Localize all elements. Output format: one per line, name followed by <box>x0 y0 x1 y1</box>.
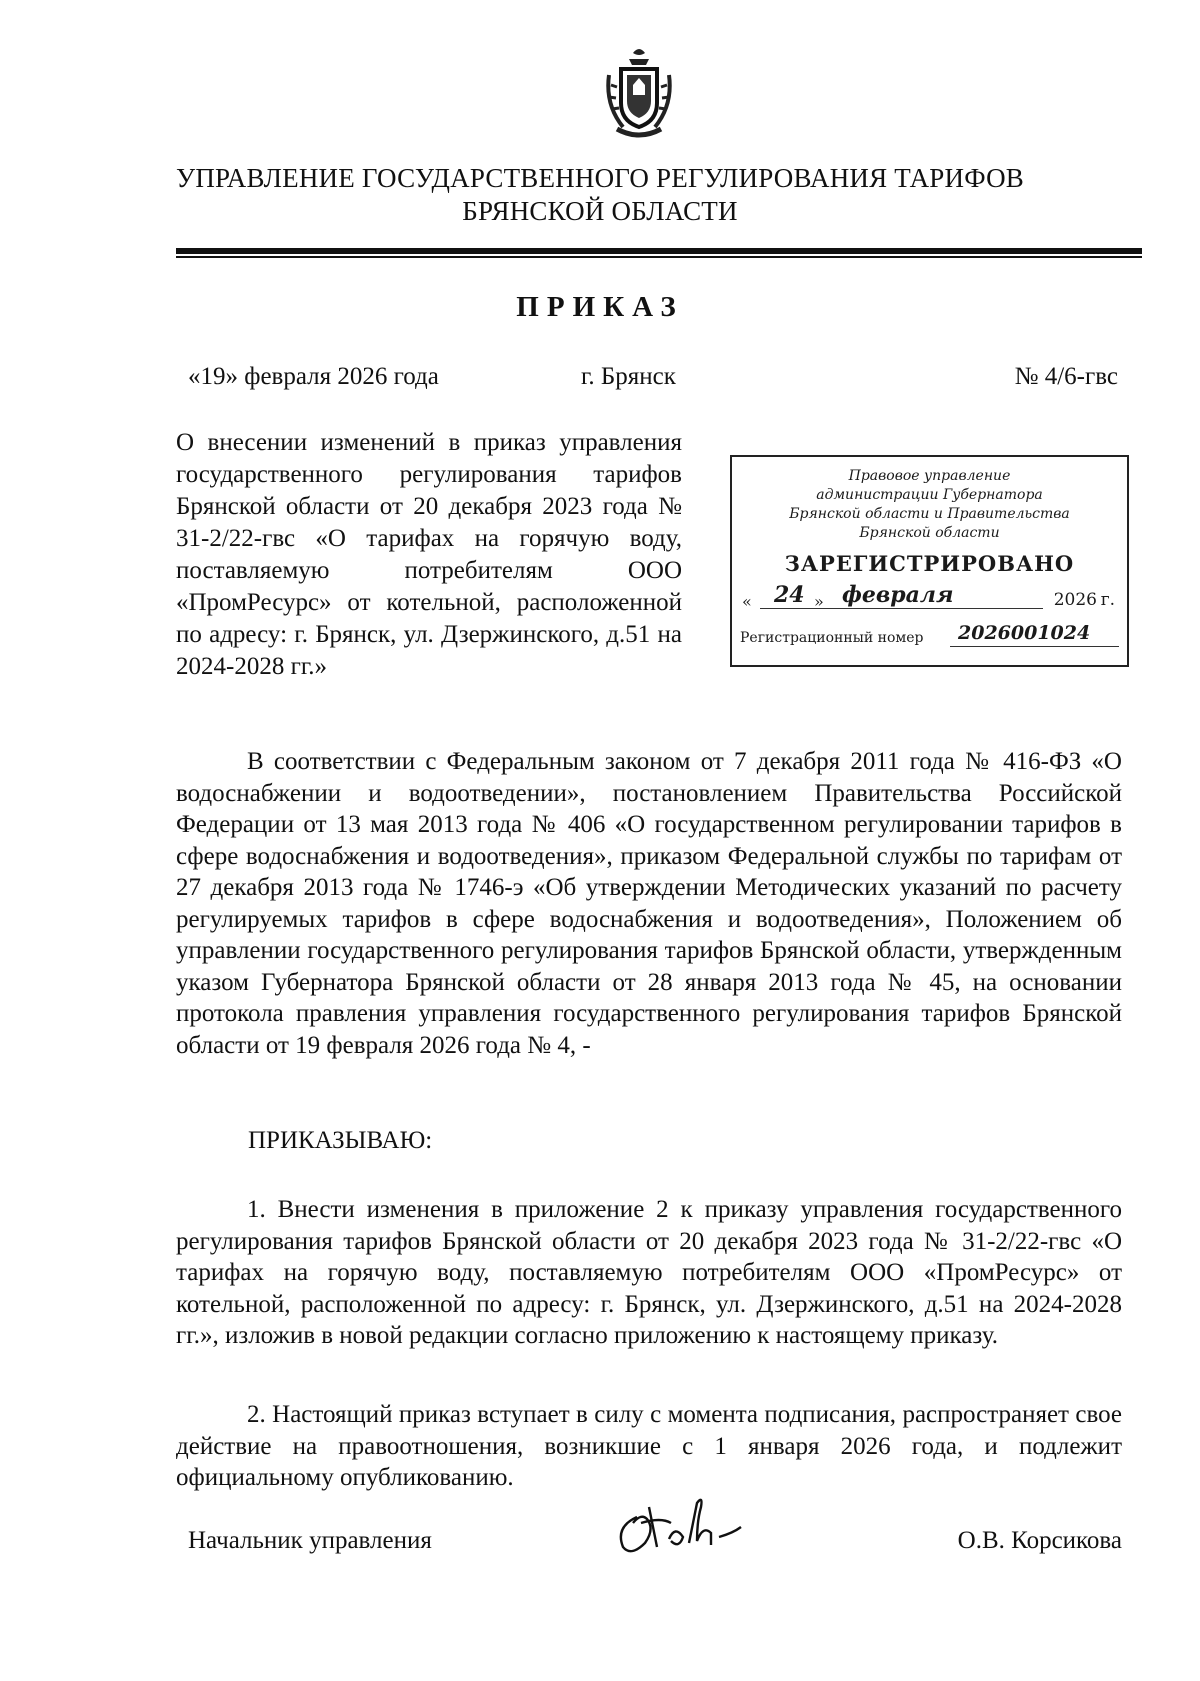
order-item-1: 1. Внести изменения в приложение 2 к приказу управления государственного регулирования тарифов Брянской области от 20 декабря 2023 года № 31-2/22-гвс «О тарифах на горячую воду, поставляемую потребителям ООО «ПромРесурс» от котельной, расположенной по адресу: г. Брянск, ул. Дзержинского, д.51 на 2024-2028 гг.», изложив в новой редакции согласно приложению к настоящему приказу. <box>176 1196 1122 1349</box>
preamble-paragraph: В соответствии с Федеральным законом от 7 декабря 2011 года № 416-ФЗ «О водоснабжении и водоотведении», постановлением Правительства Российской Федерации от 13 мая 2013 года № 406 «О государственном регулировании тарифов в сфере водоснабжения и водоотведения», приказом Федеральной службы по тарифам от 27 декабря 2013 года № 1746-э «Об утверждении Методических указаний по расчету регулируемых тарифов в сфере водоснабжения и водоотведения», Положением об управлении государственного регулирования тарифов Брянской области, утвержденным указом Губернатора Брянской области от 28 января 2013 года № 45, на основании протокола правления управления государственного регулирования тарифов Брянской области от 19 февраля 2026 года № 4, - <box>176 748 1122 1059</box>
header-divider <box>176 248 1142 254</box>
stamp-line1: Правовое управление <box>848 468 1011 484</box>
registration-stamp: Правовое управление администрации Губернатора Брянской области и Правительства Брянской области ЗАРЕГИСТРИРОВАНО « 24 » февраля 2026 г. Регистрационный номер 2026001024 <box>730 455 1129 667</box>
coat-of-arms-emblem <box>603 45 675 145</box>
stamp-reg-label: Регистрационный номер <box>740 630 924 646</box>
stamp-registered: ЗАРЕГИСТРИРОВАНО <box>784 551 1075 576</box>
order-date: «19» февраля 2026 года <box>188 363 439 390</box>
order-subject: О внесении изменений в приказ управления государственного регулирования тарифов Брянской области от 20 декабря 2023 года № 31-2/22-гвс «О тарифах на горячую воду, поставляемую потребителям ООО «ПромРесурс» от котельной, расположенной по адресу: г. Брянск, ул. Дзержинского, д.51 на 2024-2028 гг.» <box>176 429 682 680</box>
order-item-2: 2. Настоящий приказ вступает в силу с момента подписания, распространяет свое действие на правоотношения, возникшие с 1 января 2026 года, и подлежит официальному опубликованию. <box>176 1401 1122 1491</box>
stamp-year: 2026 <box>1053 590 1097 610</box>
stamp-month: февраля <box>842 582 954 608</box>
stamp-line4: Брянской области <box>859 525 1000 541</box>
order-city: г. Брянск <box>581 363 676 390</box>
stamp-reg-number: 2026001024 <box>958 622 1091 644</box>
signatory-position: Начальник управления <box>188 1527 432 1554</box>
order-word: ПРИКАЗЫВАЮ: <box>248 1127 433 1154</box>
organization-name-line2: БРЯНСКОЙ ОБЛАСТИ <box>462 196 738 226</box>
stamp-line3: Брянской области и Правительства <box>789 506 1070 522</box>
stamp-year-suffix: г. <box>1100 590 1115 610</box>
signatory-name: О.В. Корсикова <box>957 1527 1122 1554</box>
header-divider-thin <box>176 256 1142 258</box>
document-title: ПРИКАЗ <box>516 291 684 323</box>
handwritten-signature <box>607 1497 757 1567</box>
stamp-line2: администрации Губернатора <box>816 487 1043 503</box>
stamp-day: 24 <box>774 582 805 608</box>
organization-name-line1: УПРАВЛЕНИЕ ГОСУДАРСТВЕННОГО РЕГУЛИРОВАНИЯ ТАРИФОВ <box>176 163 1024 193</box>
order-number: № 4/6-гвс <box>1014 363 1118 390</box>
